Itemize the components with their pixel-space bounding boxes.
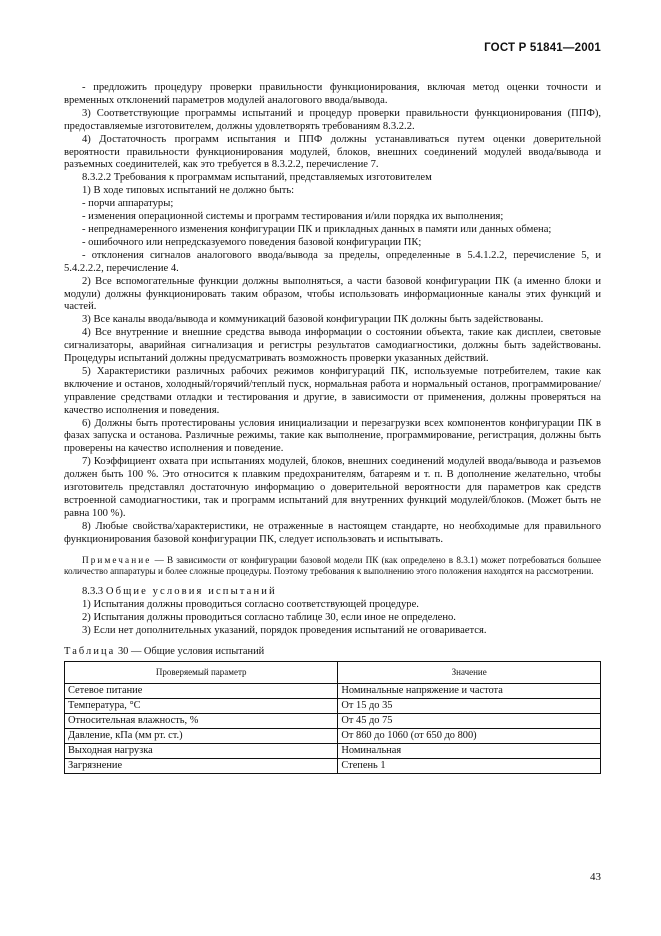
document-header: ГОСТ Р 51841—2001 — [484, 42, 601, 54]
conditions-table — [64, 661, 601, 774]
table-caption — [64, 646, 601, 658]
section-item: 3) Если нет дополнительных указаний, порядок проведения испытаний не оговаривается. — [82, 624, 487, 636]
body-text — [64, 82, 601, 547]
table-cell: Номинальная — [338, 743, 601, 758]
section-heading — [64, 586, 601, 599]
table-cell: Давление, кПа (мм рт. ст.) — [65, 728, 338, 743]
paragraph: 3) Все каналы ввода/вывода и коммуникаций базовой конфигурации ПК должны быть задействованы. — [82, 314, 544, 326]
table-row — [65, 728, 601, 743]
table-caption-text: 30 — Общие условия испытаний — [115, 645, 265, 657]
table-cell: Выходная нагрузка — [65, 743, 338, 758]
paragraph: - предложить процедуру проверки правильности функционирования, включая метод оценки точности и временных отклонений параметров модулей аналогового ввода/вывода. — [64, 82, 601, 106]
note-text: — В зависимости от конфигурации базовой модели ПК (как определено в 8.3.1) может потребоваться большее количество аппаратуры и более сложные процедуры. Поэтому требования к выполнению этого положения находятся на рассмотрении. — [64, 554, 601, 576]
table-cell: От 860 до 1060 (от 650 до 800) — [338, 728, 601, 743]
table-header-value: Значение — [338, 661, 601, 683]
table-row — [65, 683, 601, 698]
table-row — [65, 758, 601, 773]
section-title: Общие условия испытаний — [105, 586, 277, 598]
paragraph: 1) В ходе типовых испытаний не должно быть: — [82, 185, 295, 197]
paragraph: 2) Все вспомогательные функции должны выполняться, а части базовой конфигурации ПК (а именно блоки и модули) должны функционировать таким образом, чтобы использовать информационные каналы этих функций и частей. — [64, 275, 601, 313]
paragraph: 4) Все внутренние и внешние средства вывода информации о состоянии объекта, такие как дисплеи, световые сигнализаторы, аварийная сигнализация и регистры результатов самодиагностики, должны быть задействованы. Процедуры испытаний должны предусматривать возможность проверки указанных действий. — [64, 327, 601, 365]
table-row — [65, 698, 601, 713]
paragraph: - непреднамеренного изменения конфигурации ПК и прикладных данных в памяти или данных обмена; — [82, 223, 552, 235]
paragraph: 4) Достаточность программ испытания и ППФ должны устанавливаться путем оценки доверительной вероятности правильности функционирования модулей, блоков, внешних соединений модулей ввода/вывода и разъемных соединителей, как это требуется в 8.3.2.2, перечисление 7. — [64, 133, 601, 171]
table-cell: От 45 до 75 — [338, 713, 601, 728]
section-8-3-3 — [64, 586, 601, 638]
table-cell: Относительная влажность, % — [65, 713, 338, 728]
table-cell: Загрязнение — [65, 758, 338, 773]
paragraph: 3) Соответствующие программы испытаний и процедур проверки правильности функционирования (ППФ), предоставляемые изготовителем, должны удовлетворять требованиям 8.3.2.2. — [64, 107, 601, 132]
section-number: 8.3.3 — [82, 586, 104, 598]
paragraph: - отклонения сигналов аналогового ввода/вывода за пределы, определенные в 5.4.1.2.2, перечисление 5, и 5.4.2.2.2, перечисление 4. — [64, 249, 601, 274]
paragraph: - изменения операционной системы и программ тестирования и/или порядка их выполнения; — [82, 211, 504, 223]
paragraph: 8) Любые свойства/характеристики, не отраженные в настоящем стандарте, но необходимые для правильного функционирования базовой конфигурации ПК, следует использовать и испытывать. — [64, 520, 601, 545]
table-cell: Степень 1 — [338, 758, 601, 773]
note-label: Примечание — [82, 554, 152, 565]
note — [64, 555, 601, 577]
page-number: 43 — [590, 871, 601, 883]
paragraph: 8.3.2.2 Требования к программам испытаний, представляемых изготовителем — [82, 172, 432, 184]
paragraph: - порчи аппаратуры; — [82, 198, 174, 210]
table-row — [65, 713, 601, 728]
table-cell: Сетевое питание — [65, 683, 338, 698]
section-item: 1) Испытания должны проводиться согласно соответствующей процедуре. — [82, 598, 419, 610]
paragraph: - ошибочного или непредсказуемого поведения базовой конфигурации ПК; — [82, 236, 422, 248]
paragraph: 6) Должны быть протестированы условия инициализации и перезагрузки всех компонентов конфигурации ПК в фазах запуска и останова. Различные режимы, такие как выполнение, программирование, регистрация, должны быть проверены на качество исполнения и поведение. — [64, 417, 601, 455]
table-cell: От 15 до 35 — [338, 698, 601, 713]
section-item: 2) Испытания должны проводиться согласно таблице 30, если иное не определено. — [82, 611, 456, 623]
table-row — [65, 743, 601, 758]
table-cell: Температура, °С — [65, 698, 338, 713]
paragraph: 7) Коэффициент охвата при испытаниях модулей, блоков, внешних соединений модулей ввода/вывода и разъемов должен быть 100 %. Это относится к плавким предохранителям, батареям и т. п. В дополнение желательно, чтобы изготовитель представлял достаточную информацию о доверительной вероятности для параметров как средств встроенной самодиагностики, так и программ испытаний для внутренних функций модулей/блоков. (Может быть не равна 100 %). — [64, 456, 601, 519]
table-header-parameter: Проверяемый параметр — [65, 661, 338, 683]
table-header-row — [65, 661, 601, 683]
paragraph: 5) Характеристики различных рабочих режимов конфигураций ПК, используемые потребителем, такие как включение и останов, холодный/горячий/теплый пуск, нормальная работа и нормальный останов, программирование/управление средствами отладки и тестирования и другие, в зависимости от применения, должны проверяться на качество исполнения и поведения. — [64, 365, 601, 416]
table-caption-label: Таблица — [64, 645, 116, 657]
table-cell: Номинальные напряжение и частота — [338, 683, 601, 698]
